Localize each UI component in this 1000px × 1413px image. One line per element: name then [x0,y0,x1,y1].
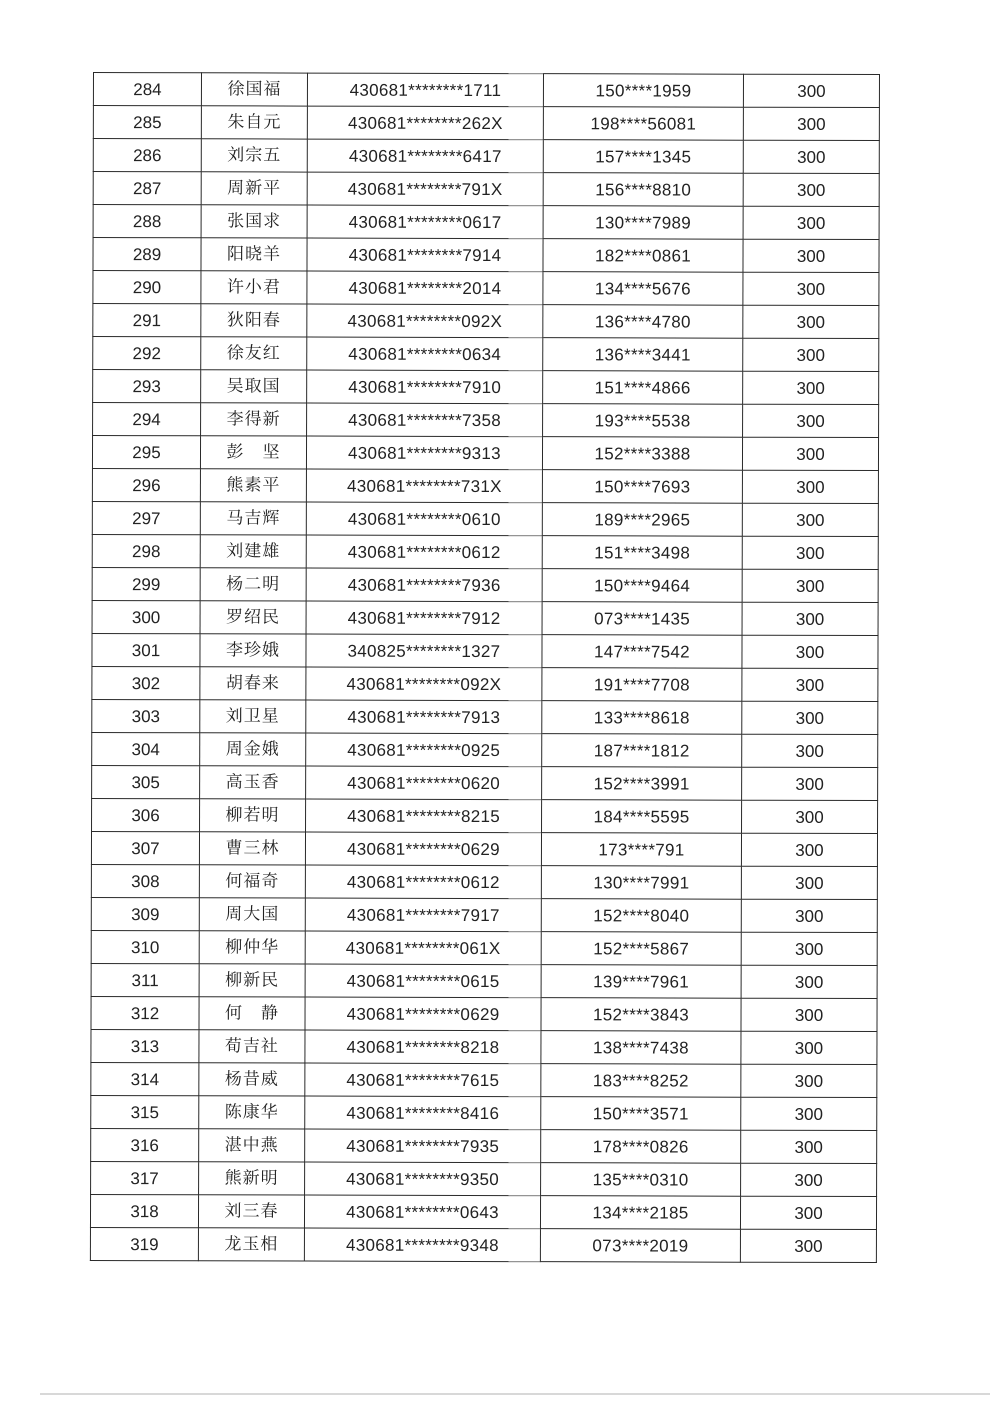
amount-cell: 300 [743,272,879,305]
id-number-cell: 430681********731X [306,469,542,503]
roster-page [90,72,879,1263]
id-number-cell: 430681********0615 [305,964,541,998]
amount-cell: 300 [743,338,879,371]
table-row [93,403,879,438]
phone-cell: 184****5595 [542,800,742,834]
table-row [93,172,879,207]
id-number-cell: 430681********2014 [307,271,543,305]
phone-cell: 073****2019 [540,1229,740,1263]
amount-cell: 300 [742,470,878,503]
name-cell: 柳若明 [200,799,306,832]
id-number-cell: 430681********0617 [307,205,543,239]
id-number-cell: 430681********0620 [306,766,542,800]
table-row [92,666,878,701]
amount-cell: 300 [743,305,879,338]
name-cell: 徐国福 [201,73,307,106]
table-row [92,501,878,536]
phone-cell: 134****2185 [540,1196,740,1230]
phone-cell: 152****3843 [541,998,741,1032]
amount-cell: 300 [740,1229,876,1262]
table-row [92,732,878,767]
amount-cell: 300 [741,1064,877,1097]
roster-table-body [90,73,879,1263]
phone-cell: 150****3571 [541,1097,741,1131]
name-cell: 曹三林 [199,832,305,865]
id-number-cell: 430681********1711 [307,73,543,107]
id-number-cell: 430681********0612 [305,865,541,899]
name-cell: 许小君 [201,271,307,304]
row-number-cell: 312 [91,996,199,1029]
id-number-cell: 430681********0610 [306,502,542,536]
amount-cell: 300 [742,734,878,767]
table-row [92,699,878,734]
table-row [91,831,877,866]
amount-cell: 300 [741,866,877,899]
amount-cell: 300 [742,701,878,734]
id-number-cell: 430681********791X [307,172,543,206]
amount-cell: 300 [742,800,878,833]
row-number-cell: 285 [93,106,201,139]
table-row [91,897,877,932]
name-cell: 刘宗五 [201,139,307,172]
name-cell: 何福奇 [199,865,305,898]
row-number-cell: 295 [92,436,200,469]
name-cell: 柳仲华 [199,931,305,964]
table-row [90,1194,876,1229]
name-cell: 胡春来 [200,667,306,700]
phone-cell: 134****5676 [543,272,743,306]
amount-cell: 300 [741,1130,877,1163]
row-number-cell: 301 [92,633,200,666]
phone-cell: 198****56081 [543,107,743,141]
amount-cell: 300 [742,767,878,800]
amount-cell: 300 [741,965,877,998]
amount-cell: 300 [743,74,879,107]
row-number-cell: 316 [91,1128,199,1161]
id-number-cell: 430681********8215 [306,799,542,833]
row-number-cell: 304 [92,732,200,765]
phone-cell: 191****7708 [542,668,742,702]
row-number-cell: 297 [92,501,200,534]
name-cell: 荀吉社 [199,1030,305,1063]
row-number-cell: 293 [93,370,201,403]
phone-cell: 136****3441 [543,338,743,372]
name-cell: 周金娥 [200,733,306,766]
name-cell: 张国求 [201,205,307,238]
table-row [91,930,877,965]
amount-cell: 300 [742,569,878,602]
row-number-cell: 309 [91,897,199,930]
phone-cell: 151****4866 [543,371,743,405]
amount-cell: 300 [742,437,878,470]
amount-cell: 300 [742,635,878,668]
id-number-cell: 430681********7910 [307,370,543,404]
table-row [93,139,879,174]
amount-cell: 300 [741,899,877,932]
id-number-cell: 430681********262X [307,106,543,140]
phone-cell: 130****7991 [541,866,741,900]
phone-cell: 157****1345 [543,140,743,174]
table-row [92,567,878,602]
name-cell: 龙玉相 [198,1228,304,1261]
phone-cell: 189****2965 [542,503,742,537]
name-cell: 杨昔威 [199,1063,305,1096]
id-number-cell: 430681********7358 [307,403,543,437]
row-number-cell: 318 [90,1194,198,1227]
id-number-cell: 430681********092X [306,667,542,701]
name-cell: 熊新明 [199,1162,305,1195]
id-number-cell: 430681********7615 [305,1063,541,1097]
name-cell: 陈康华 [199,1096,305,1129]
phone-cell: 150****9464 [542,569,742,603]
id-number-cell: 430681********7935 [305,1129,541,1163]
id-number-cell: 430681********0612 [306,535,542,569]
row-number-cell: 292 [93,337,201,370]
row-number-cell: 296 [92,468,200,501]
id-number-cell: 430681********7913 [306,700,542,734]
row-number-cell: 284 [93,73,201,106]
row-number-cell: 290 [93,271,201,304]
name-cell: 徐友红 [201,337,307,370]
phone-cell: 136****4780 [543,305,743,339]
name-cell: 阳晓羊 [201,238,307,271]
amount-cell: 300 [740,1196,876,1229]
phone-cell: 073****1435 [542,602,742,636]
row-number-cell: 305 [92,765,200,798]
row-number-cell: 303 [92,699,200,732]
name-cell: 马吉辉 [200,502,306,535]
name-cell: 李珍娥 [200,634,306,667]
table-row [91,1029,877,1064]
amount-cell: 300 [743,107,879,140]
phone-cell: 150****7693 [542,470,742,504]
phone-cell: 173****791 [541,833,741,867]
id-number-cell: 430681********092X [307,304,543,338]
id-number-cell: 430681********0643 [304,1195,540,1229]
phone-cell: 152****8040 [541,899,741,933]
row-number-cell: 294 [93,403,201,436]
name-cell: 狄阳春 [201,304,307,337]
phone-cell: 150****1959 [543,74,743,108]
row-number-cell: 314 [91,1062,199,1095]
table-row [91,963,877,998]
table-row [93,73,879,108]
phone-cell: 147****7542 [542,635,742,669]
id-number-cell: 430681********0629 [305,832,541,866]
row-number-cell: 315 [91,1095,199,1128]
table-row [93,205,879,240]
phone-cell: 182****0861 [543,239,743,273]
phone-cell: 135****0310 [541,1163,741,1197]
row-number-cell: 308 [91,864,199,897]
row-number-cell: 287 [93,172,201,205]
phone-cell: 152****3991 [542,767,742,801]
id-number-cell: 430681********8218 [305,1030,541,1064]
table-row [93,370,879,405]
amount-cell: 300 [741,998,877,1031]
name-cell: 刘建雄 [200,535,306,568]
row-number-cell: 307 [91,831,199,864]
row-number-cell: 317 [91,1161,199,1194]
row-number-cell: 291 [93,304,201,337]
amount-cell: 300 [741,1163,877,1196]
table-row [93,271,879,306]
amount-cell: 300 [743,404,879,437]
phone-cell: 152****3388 [542,437,742,471]
name-cell: 朱自元 [201,106,307,139]
amount-cell: 300 [742,602,878,635]
name-cell: 周大国 [199,898,305,931]
name-cell: 周新平 [201,172,307,205]
table-row [93,106,879,141]
id-number-cell: 430681********6417 [307,139,543,173]
phone-cell: 138****7438 [541,1031,741,1065]
table-row [91,1128,877,1163]
table-row [91,1095,877,1130]
name-cell: 罗绍民 [200,601,306,634]
row-number-cell: 288 [93,205,201,238]
table-row [90,1227,876,1262]
name-cell: 何 静 [199,997,305,1030]
amount-cell: 300 [742,503,878,536]
phone-cell: 151****3498 [542,536,742,570]
phone-cell: 187****1812 [542,734,742,768]
id-number-cell: 430681********9350 [305,1162,541,1196]
amount-cell: 300 [741,932,877,965]
row-number-cell: 298 [92,534,200,567]
name-cell: 刘卫星 [200,700,306,733]
row-number-cell: 302 [92,666,200,699]
id-number-cell: 340825********1327 [306,634,542,668]
amount-cell: 300 [743,371,879,404]
table-row [92,633,878,668]
table-row [91,1161,877,1196]
table-row [92,436,878,471]
amount-cell: 300 [743,173,879,206]
id-number-cell: 430681********7936 [306,568,542,602]
amount-cell: 300 [742,536,878,569]
table-row [93,304,879,339]
row-number-cell: 286 [93,139,201,172]
id-number-cell: 430681********0925 [306,733,542,767]
table-row [92,798,878,833]
amount-cell: 300 [743,239,879,272]
phone-cell: 152****5867 [541,932,741,966]
phone-cell: 139****7961 [541,965,741,999]
table-row [92,765,878,800]
table-row [91,996,877,1031]
table-row [92,468,878,503]
scan-edge-line [40,1393,990,1395]
name-cell: 吴取国 [201,370,307,403]
row-number-cell: 306 [92,798,200,831]
phone-cell: 178****0826 [541,1130,741,1164]
name-cell: 李得新 [201,403,307,436]
phone-cell: 193****5538 [543,404,743,438]
id-number-cell: 430681********9348 [304,1228,540,1262]
name-cell: 湛中燕 [199,1129,305,1162]
row-number-cell: 300 [92,600,200,633]
row-number-cell: 310 [91,930,199,963]
amount-cell: 300 [743,206,879,239]
row-number-cell: 319 [90,1227,198,1260]
id-number-cell: 430681********061X [305,931,541,965]
table-row [93,238,879,273]
table-row [91,864,877,899]
id-number-cell: 430681********7917 [305,898,541,932]
name-cell: 彭 坚 [200,436,306,469]
table-row [92,600,878,635]
name-cell: 柳新民 [199,964,305,997]
table-row [93,337,879,372]
id-number-cell: 430681********0634 [307,337,543,371]
id-number-cell: 430681********7912 [306,601,542,635]
phone-cell: 133****8618 [542,701,742,735]
row-number-cell: 313 [91,1029,199,1062]
row-number-cell: 289 [93,238,201,271]
id-number-cell: 430681********8416 [305,1096,541,1130]
amount-cell: 300 [742,668,878,701]
name-cell: 杨二明 [200,568,306,601]
row-number-cell: 299 [92,567,200,600]
phone-cell: 156****8810 [543,173,743,207]
name-cell: 高玉香 [200,766,306,799]
name-cell: 熊素平 [200,469,306,502]
table-row [91,1062,877,1097]
amount-cell: 300 [741,1097,877,1130]
name-cell: 刘三春 [198,1195,304,1228]
id-number-cell: 430681********0629 [305,997,541,1031]
phone-cell: 130****7989 [543,206,743,240]
amount-cell: 300 [743,140,879,173]
id-number-cell: 430681********7914 [307,238,543,272]
phone-cell: 183****8252 [541,1064,741,1098]
amount-cell: 300 [741,833,877,866]
row-number-cell: 311 [91,963,199,996]
id-number-cell: 430681********9313 [306,436,542,470]
roster-table [90,72,880,1263]
table-row [92,534,878,569]
amount-cell: 300 [741,1031,877,1064]
